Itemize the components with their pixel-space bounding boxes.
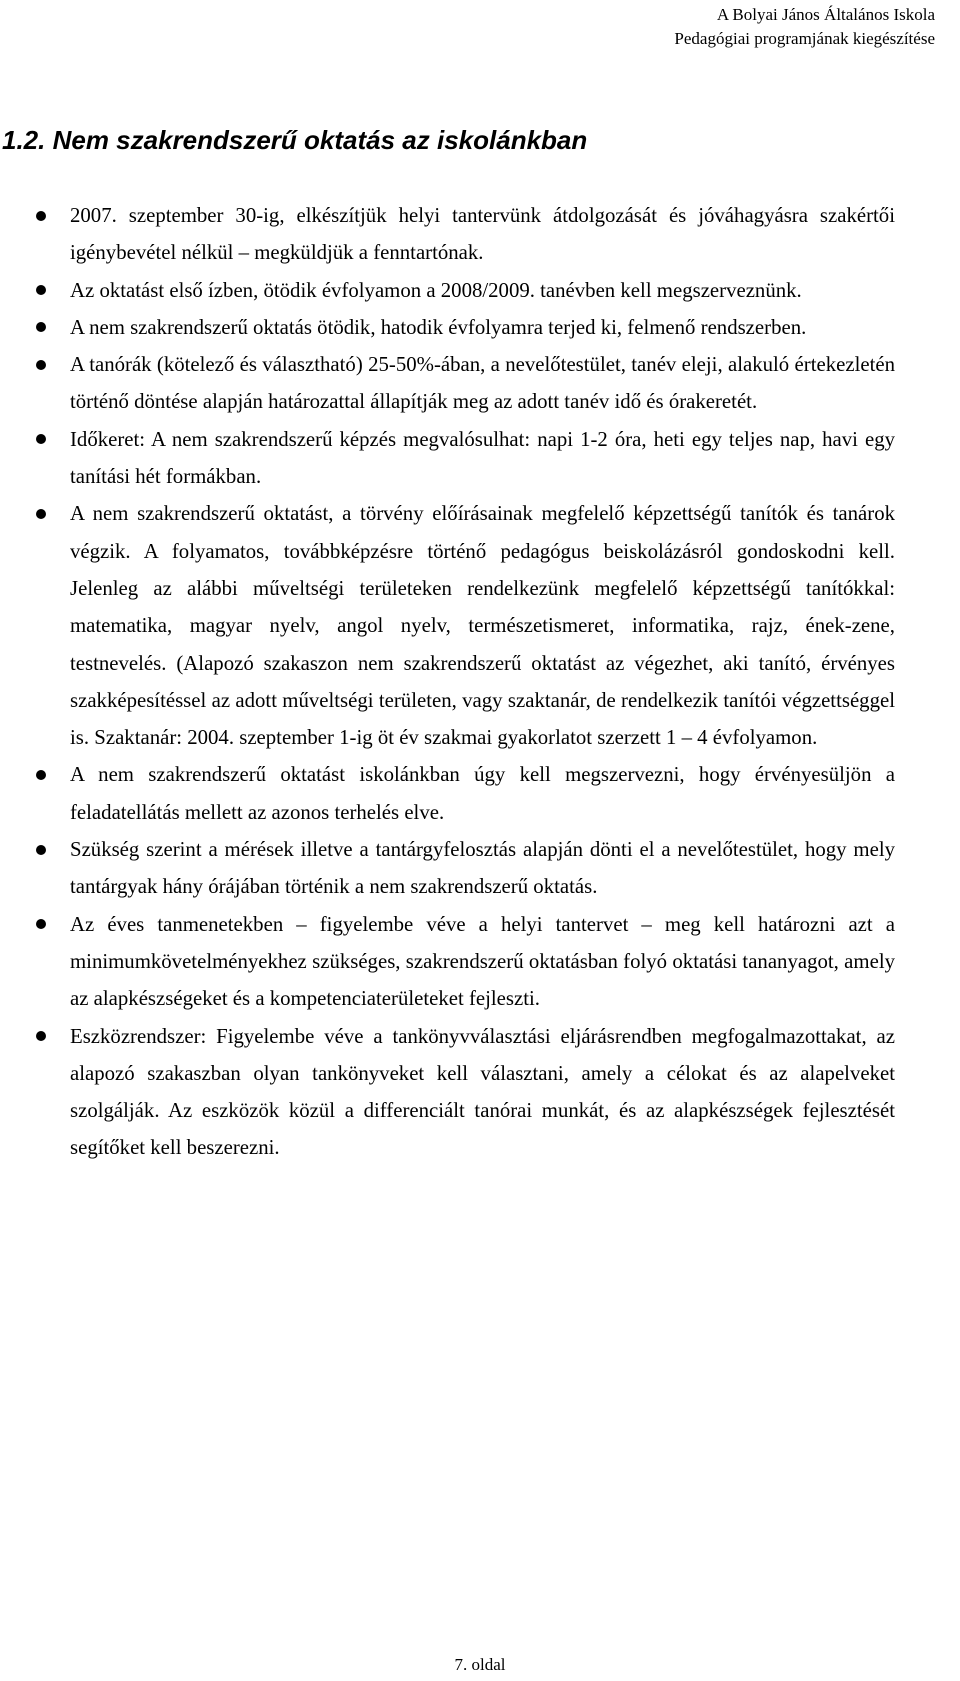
list-item [70,756,895,831]
bullet-list [0,197,895,1167]
list-item [70,309,895,346]
list-item-text: A nem szakrendszerű oktatást, a törvény előírásainak megfelelő képzettségű tanítók és tanárok végzik. A folyamatos, továbbképzésre történő pedagógus beiskolázásról gondoskodni kell. Jelenleg az alábbi műveltségi területeken rendelkezünk megfelelő képzettségű tanítókkal: matematika, magyar nyelv, angol nyelv, természetismeret, informatika, rajz, ének-zene, testnevelés. (Alapozó szakaszon nem szakrendszerű oktatást az végezhet, aki tanító, érvényes szakképesítéssel az adott műveltségi területen, vagy szaktanár, de rendelkezik tanítói végzettséggel is. Szaktanár: 2004. szeptember 1-ig öt év szakmai gyakorlatot szerzett 1 – 4 évfolyamon. [70,502,895,750]
header-document-title: Pedagógiai programjának kiegészítése [674,29,935,48]
list-item [70,421,895,496]
bullet-icon [36,509,46,519]
page-number: 7. oldal [454,1655,506,1674]
list-item-text: Az éves tanmenetekben – figyelembe véve a helyi tantervet – meg kell határozni azt a minimumkövetelményekhez szükséges, szakrendszerű oktatásban folyó oktatási tananyagot, amely az alapkészségeket és a kompetenciaterületeket fejleszti. [70,912,895,1011]
list-item [70,495,895,756]
header-school-name: A Bolyai János Általános Iskola [716,5,935,24]
list-item-text: Eszközrendszer: Figyelembe véve a tankönyvválasztási eljárásrendben megfogalmazottakat, az alapozó szakaszban olyan tankönyveket kell választani, amely a célokat és az alapelveket szolgálják. Az eszközök közül a differenciált tanórai munkát, és az alapkészségek fejlesztését segítőket kell beszerezni. [70,1024,895,1160]
list-item-text: 2007. szeptember 30-ig, elkészítjük helyi tantervünk átdolgozását és jóváhagyásra szakértői igénybevétel nélkül – megküldjük a fenntartónak. [70,204,895,265]
bullet-icon [36,434,46,444]
list-item [70,906,895,1018]
list-item-text: A nem szakrendszerű oktatást iskolánkban úgy kell megszervezni, hogy érvényesüljön a feladatellátás mellett az azonos terhelés elve. [70,763,895,824]
bullet-icon [36,211,46,221]
list-item [70,346,895,421]
bullet-icon [36,285,46,295]
page-header [674,3,935,51]
list-item [70,1018,895,1167]
list-item-text: Időkeret: A nem szakrendszerű képzés megvalósulhat: napi 1-2 óra, heti egy teljes nap, havi egy tanítási hét formákban. [70,427,895,489]
list-item [70,272,895,309]
list-item-text: Szükség szerint a mérések illetve a tantárgyfelosztás alapján dönti el a nevelőtestület, hogy mely tantárgyak hány órájában történik a nem szakrendszerű oktatás. [70,838,895,899]
list-item-text: A tanórák (kötelező és választható) 25-50%-ában, a nevelőtestület, tanév eleji, alakuló értekezletén történő döntése alapján határozattal állapítják meg az adott tanév idő és órakeretét. [70,353,895,414]
section-heading: 1.2. Nem szakrendszerű oktatás az iskolánkban [2,125,588,155]
list-item-text: A nem szakrendszerű oktatás ötödik, hatodik évfolyamra terjed ki, felmenő rendszerben. [70,315,807,339]
bullet-icon [36,845,46,855]
bullet-icon [36,360,46,370]
list-item [70,831,895,906]
list-item [70,197,895,272]
bullet-icon [36,322,46,332]
bullet-icon [36,919,46,929]
bullet-icon [36,770,46,780]
bullet-icon [36,1031,46,1041]
list-item-text: Az oktatást első ízben, ötödik évfolyamon a 2008/2009. tanévben kell megszerveznünk. [70,278,802,302]
